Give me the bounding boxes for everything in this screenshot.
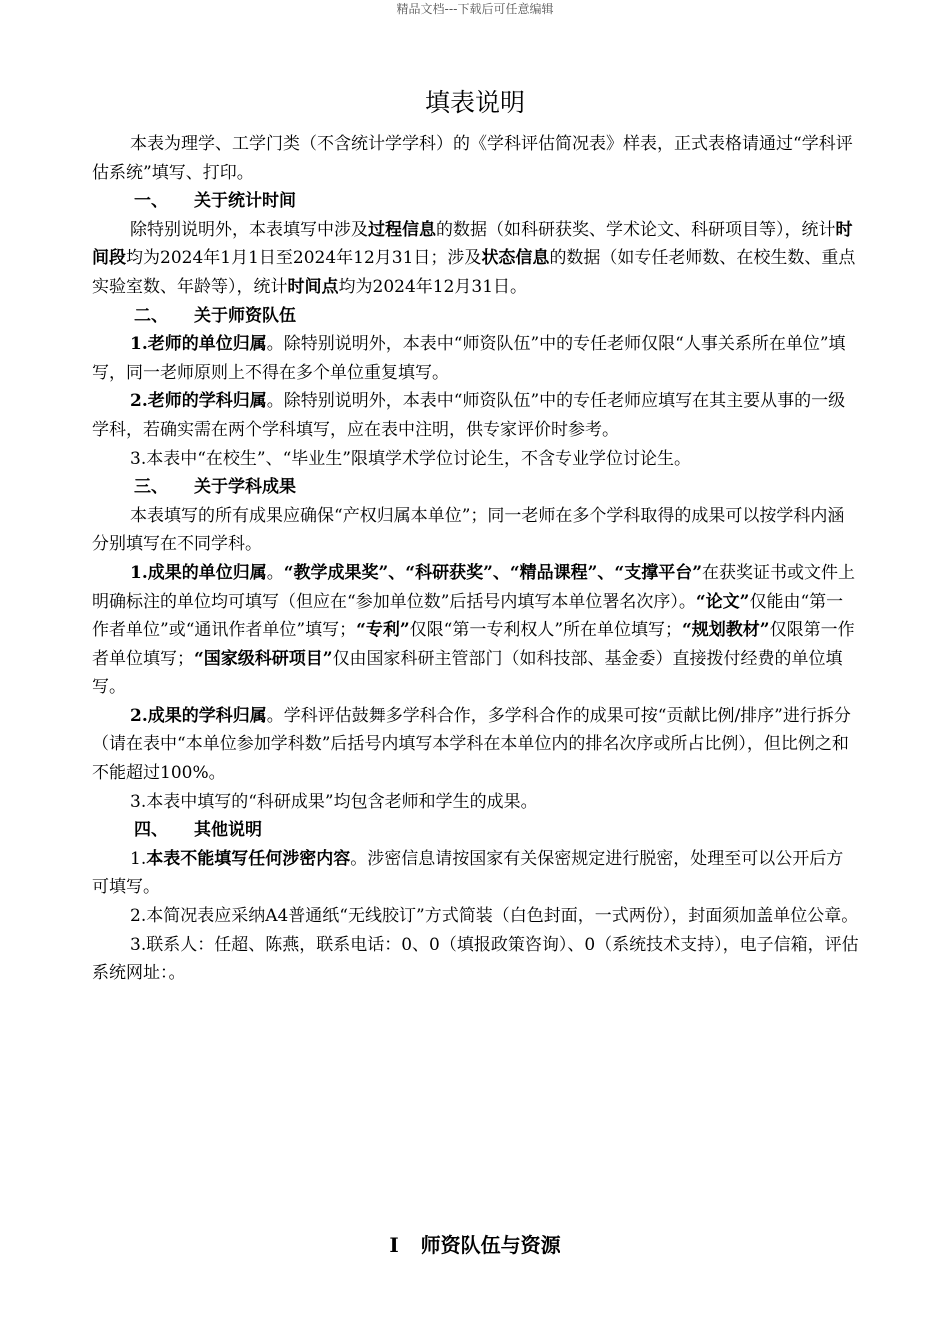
text-run: 除特别说明外，本表填写中涉及 bbox=[130, 219, 368, 240]
bold-text-run: “专利” bbox=[356, 620, 410, 641]
bold-text-run: 时间段 bbox=[92, 219, 853, 269]
text-run: 3.联系人：任超、陈燕，联系电话：0、0（填报政策咨询）、0（系统技术支持），电子信箱，评估系统网址：。 bbox=[92, 934, 859, 984]
bold-text-run: 2.成果的学科归属 bbox=[130, 705, 267, 726]
text-run: 均为2024年12月31日。 bbox=[338, 276, 528, 297]
bold-text-run: “论文” bbox=[695, 591, 750, 612]
section-title-faculty-resources bbox=[0, 1230, 950, 1260]
sections-container bbox=[92, 187, 860, 988]
section-heading-text: 关于学科成果 bbox=[194, 477, 296, 498]
bold-text-run: “规划教材” bbox=[682, 620, 770, 641]
text-run: 。除特别说明外，本表中“师资队伍”中的专任老师应填写在其主要从事的一级学科，若确实需在两个学科填写，应在表中注明，供专家评价时参考。 bbox=[92, 391, 846, 440]
body-paragraph bbox=[92, 702, 860, 788]
section-number: 四、 bbox=[134, 820, 168, 841]
text-run: 仅限第一作者单位填写； bbox=[92, 620, 855, 669]
text-run: 。涉密信息请按国家有关保密规定进行脱密，处理至可以公开后方可填写。 bbox=[92, 848, 844, 898]
section-heading bbox=[92, 816, 860, 845]
section-heading-text: 其他说明 bbox=[194, 820, 262, 841]
section-heading bbox=[92, 187, 860, 216]
bold-text-run: 过程信息 bbox=[368, 219, 436, 240]
bold-text-run: 1.成果的单位归属 bbox=[130, 562, 267, 583]
section-heading bbox=[92, 302, 860, 331]
body-paragraph bbox=[92, 559, 860, 702]
text-run: 本表填写的所有成果应确保“产权归属本单位”；同一老师在多个学科取得的成果可以按学科内涵分别填写在不同学科。 bbox=[92, 505, 845, 555]
body-paragraph bbox=[92, 845, 860, 902]
bold-text-run: “教学成果奖”、“科研获奖”、“精品课程”、“支撑平台” bbox=[283, 562, 702, 583]
text-run: 的数据（如专任老师数、在校生数、重点实验室数、年龄等），统计 bbox=[92, 248, 856, 297]
text-run: 。除特别说明外，本表中“师资队伍”中的专任老师仅限“人事关系所在单位”填写，同一老师原则上不得在多个单位重复填写。 bbox=[92, 334, 846, 383]
page-title: 填表说明 bbox=[424, 88, 525, 117]
section-number: 二、 bbox=[134, 305, 168, 326]
bold-text-run: 时间点 bbox=[287, 276, 339, 297]
text-run: 。学科评估鼓舞多学科合作，多学科合作的成果可按“贡献比例/排序”进行拆分（请在表中“本单位参加学科数”后括号内填写本学科在本单位内的排名次序或所占比例），但比例之和不能超过100%。 bbox=[92, 705, 851, 784]
text-run: 。 bbox=[266, 562, 284, 583]
text-run: 3.本表中“在校生”、“毕业生”限填学术学位讨论生，不含专业学位讨论生。 bbox=[130, 448, 691, 469]
text-run: 仅能由“第一作者单位”或“通讯作者单位”填写； bbox=[92, 591, 844, 641]
body-paragraph bbox=[92, 902, 860, 931]
body-paragraph bbox=[92, 931, 860, 988]
section-heading-text: 关于统计时间 bbox=[194, 191, 296, 212]
text-run: 仅限“第一专利权人”所在单位填写； bbox=[409, 620, 683, 641]
page-header: 精品文档---下载后可任意编辑 bbox=[396, 2, 554, 16]
text-run: 均为2024年1月1日至2024年12月31日；涉及 bbox=[126, 248, 482, 269]
section-title-text: 师资队伍与资源 bbox=[420, 1233, 561, 1257]
text-run: 仅由国家科研主管部门（如科技部、基金委）直接拨付经费的单位填写。 bbox=[92, 648, 843, 698]
bold-text-run: 2.老师的学科归属 bbox=[130, 391, 267, 412]
body-paragraph bbox=[92, 445, 860, 474]
bold-text-run: 本表不能填写任何涉密内容 bbox=[146, 848, 351, 869]
body-paragraph bbox=[92, 387, 860, 444]
body-paragraph bbox=[92, 788, 860, 817]
text-run: 3.本表中填写的“科研成果”均包含老师和学生的成果。 bbox=[130, 791, 538, 812]
instructions-body bbox=[92, 130, 860, 988]
bold-text-run: 状态信息 bbox=[481, 248, 550, 269]
text-run: 1. bbox=[130, 848, 147, 869]
section-heading bbox=[92, 473, 860, 502]
body-paragraph bbox=[92, 216, 860, 302]
intro-paragraph: 本表为理学、工学门类（不含统计学学科）的《学科评估简况表》样表，正式表格请通过“学科评估系统”填写、打印。 bbox=[92, 134, 853, 183]
text-run: 的数据（如科研获奖、学术论文、科研项目等），统计 bbox=[436, 219, 836, 240]
section-number: 三、 bbox=[134, 477, 168, 498]
section-heading-text: 关于师资队伍 bbox=[194, 305, 296, 326]
section-roman-numeral: I bbox=[389, 1233, 399, 1257]
bold-text-run: 1.老师的单位归属 bbox=[130, 334, 267, 355]
text-run: 2.本简况表应采纳A4普通纸“无线胶订”方式简装（白色封面，一式两份），封面须加盖单位公章。 bbox=[130, 906, 859, 927]
body-paragraph bbox=[92, 330, 860, 387]
text-run: 在获奖证书或文件上明确标注的单位均可填写（但应在“参加单位数”后括号内填写本单位署名次序）。 bbox=[92, 562, 855, 612]
section-number: 一、 bbox=[134, 191, 168, 212]
bold-text-run: “国家级科研项目” bbox=[194, 648, 333, 669]
body-paragraph bbox=[92, 502, 860, 559]
